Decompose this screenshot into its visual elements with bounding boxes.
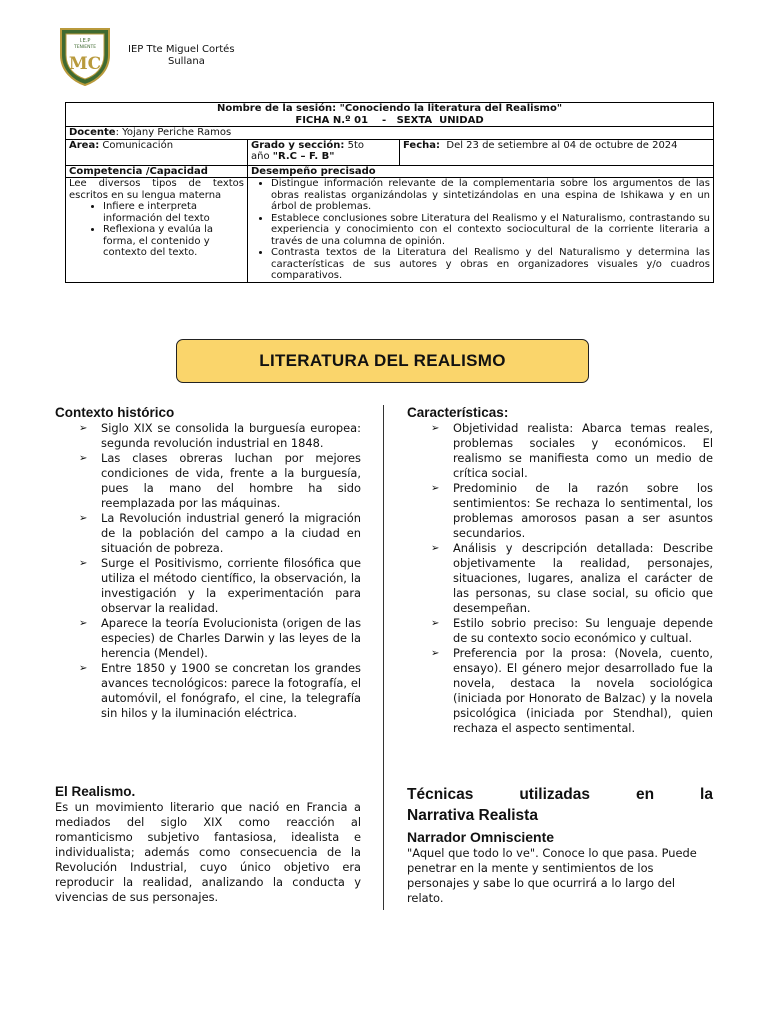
desempenos-list xyxy=(251,178,710,282)
grado-value: 5to xyxy=(344,139,364,151)
docente-cell xyxy=(66,127,714,140)
session-title-cell xyxy=(66,103,714,127)
docente-value: : Yojany Periche Ramos xyxy=(115,127,232,138)
contexto-item: ➢ Aparece la teoría Evolucionista (origen de las especies) de Charles Darwin y las leyes de la herencia (Mendel). xyxy=(55,616,361,661)
grado-value-2: año xyxy=(251,151,273,162)
desempeno-item: • Establece conclusiones sobre Literatura del Realismo y el Naturalismo, contrastando su experiencia y conocimiento con el contexto sociocultural de la corriente literaria a través de una columna de opinión. xyxy=(271,213,710,248)
desempeno-item: • Contrasta textos de la Literatura del Realismo y del Naturalismo y determina las características de sus autores y obras en organizadores visuales y/o cuadros comparativos. xyxy=(271,247,710,282)
caracteristicas-list xyxy=(407,421,713,736)
school-logo xyxy=(57,25,113,87)
realismo-text: Es un movimiento literario que nació en Francia a mediados del siglo XIX como reacción al romanticismo subjetivo fantasiosa, idealista e individualista; además como consecuencia de la Revolución Industrial, cuyo único objetivo era reproducir la realidad, analizando la conducta y vivencias de sus personajes. xyxy=(55,800,361,904)
contexto-item: ➢ La Revolución industrial generó la migración de la población del campo a la ciudad en situación de pobreza. xyxy=(55,511,361,556)
tecnicas-section xyxy=(407,784,713,906)
grado-cell xyxy=(248,139,400,165)
caracteristica-item: ➢ Estilo sobrio preciso: Su lenguaje depende de su contexto socio económico y cultual. xyxy=(407,616,713,646)
area-label: Área: xyxy=(69,139,100,151)
area-cell xyxy=(66,139,248,165)
contexto-section xyxy=(55,405,361,721)
desempeno-header: Desempeño precisado xyxy=(248,165,714,178)
competencia-cell xyxy=(66,178,248,283)
logo-top-text: I.E.P xyxy=(79,38,91,44)
main-title-banner: LITERATURA DEL REALISMO xyxy=(176,339,589,383)
narrador-heading: Narrador Omnisciente xyxy=(407,829,555,845)
caracteristica-item: ➢ Predominio de la razón sobre los sentimientos: Se rechaza lo sentimental, los problemas amorosos pasan a ser asuntos secundarios. xyxy=(407,481,713,541)
realismo-section xyxy=(55,784,361,905)
capacidades-list xyxy=(89,201,244,259)
tecnicas-word: Técnicas xyxy=(407,786,474,803)
caracteristicas-section xyxy=(407,405,713,736)
school-line-2: Sullana xyxy=(168,56,205,67)
grado-value-3: "R.C – F. B" xyxy=(272,151,335,162)
narrador-text: "Aquel que todo lo ve". Conoce lo que pasa. Puede penetrar en la mente y sentimientos de los personajes y sabe lo que ocurrirá a lo largo del relato. xyxy=(407,846,697,905)
competencia-header: Competencia /Capacidad xyxy=(66,165,248,178)
tecnicas-heading-line2: Narrativa Realista xyxy=(407,807,538,824)
caracteristicas-heading: Características: xyxy=(407,405,509,420)
tecnicas-heading xyxy=(407,784,713,826)
docente-label: Docente xyxy=(69,127,116,138)
desempeno-cell xyxy=(248,178,714,283)
contexto-heading: Contexto histórico xyxy=(55,405,175,420)
contexto-item: ➢ Surge el Positivismo, corriente filosófica que utiliza el método científico, la observación, la investigación y la experimentación para observar la realidad. xyxy=(55,556,361,616)
column-divider xyxy=(383,405,384,910)
caracteristica-item: ➢ Análisis y descripción detallada: Describe objetivamente la realidad, personajes, situaciones, lugares, analiza el carácter de las personas, su clase social, su oficio que desempeñan. xyxy=(407,541,713,616)
contexto-list xyxy=(55,421,361,721)
contexto-item: ➢ Las clases obreras luchan por mejores condiciones de vida, frente a la burguesía, pues la mano del hombre ha sido reemplazada por las máquinas. xyxy=(55,451,361,511)
school-name xyxy=(128,44,235,68)
fecha-value: Del 23 de setiembre al 04 de octubre de 2024 xyxy=(440,139,678,151)
area-value: Comunicación xyxy=(99,139,174,151)
logo-mid-text: TENIENTE xyxy=(73,45,97,50)
contexto-item: ➢ Entre 1850 y 1900 se concretan los grandes avances tecnológicos: parece la fotografía, el automóvil, el fonógrafo, el cine, la telegrafía sin hilos y la iluminación eléctrica. xyxy=(55,661,361,721)
session-name: Nombre de la sesión: "Conociendo la literatura del Realismo" xyxy=(216,103,563,114)
session-info-table xyxy=(65,102,714,283)
logo-monogram: MC xyxy=(68,54,102,74)
realismo-heading: El Realismo. xyxy=(55,784,136,799)
tecnicas-word: en xyxy=(635,786,655,803)
ficha-label: FICHA N.º 01 - SEXTA UNIDAD xyxy=(295,114,484,126)
capacidad-item: • Reflexiona y evalúa la forma, el contenido y contexto del texto. xyxy=(103,224,244,259)
competencia-text: Lee diversos tipos de textos escritos en su lengua materna xyxy=(69,178,244,201)
tecnicas-word: utilizadas xyxy=(519,786,590,803)
capacidad-item: • Infiere e interpreta información del texto xyxy=(103,201,244,224)
tecnicas-word: la xyxy=(700,786,713,803)
fecha-label: Fecha: xyxy=(403,139,441,151)
school-line-1: IEP Tte Miguel Cortés xyxy=(128,44,235,55)
desempeno-item: • Distingue información relevante de la complementaria sobre los argumentos de las obras realistas organizándolas y sintetizándolas en una espina de Ishikawa y en un árbol de problemas. xyxy=(271,178,710,213)
caracteristica-item: ➢ Preferencia por la prosa: (Novela, cuento, ensayo). El género mejor desarrollado fue la novela, destaca la novela sociológica (iniciada por Honorato de Balzac) y la novela psicológica (iniciada por Stendhal), quien rechaza el aspecto sentimental. xyxy=(407,646,713,736)
grado-label: Grado y sección: xyxy=(251,139,345,151)
fecha-cell xyxy=(400,139,714,165)
caracteristica-item: ➢ Objetividad realista: Abarca temas reales, problemas sociales y económicos. El realismo se manifiesta como un medio de crítica social. xyxy=(407,421,713,481)
contexto-item: ➢ Siglo XIX se consolida la burguesía europea: segunda revolución industrial en 1848. xyxy=(55,421,361,451)
